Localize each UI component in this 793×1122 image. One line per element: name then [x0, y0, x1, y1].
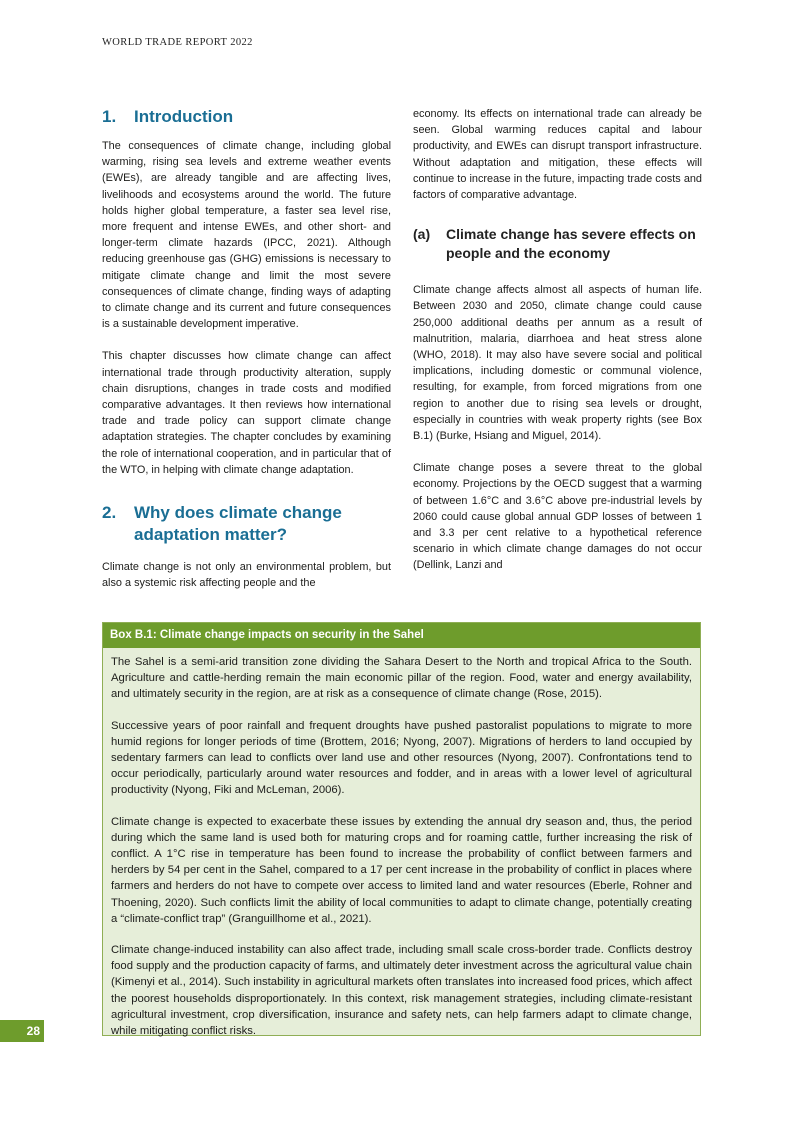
section2-paragraph-1: Climate change is not only an environmental problem, but also a systemic risk affecting people and the	[102, 561, 391, 590]
page-number: 28	[26, 1024, 40, 1038]
heading-number: 2.	[102, 503, 117, 523]
heading-text: Introduction	[134, 107, 234, 126]
heading-text: Why does climate change adaptation matter?	[134, 503, 342, 545]
subheading-text: Climate change has severe effects on people and the economy	[446, 226, 696, 262]
subheading-a	[413, 225, 702, 263]
global-economy-paragraph: Climate change poses a severe threat to the global economy. Projections by the OECD suggest that a warming of between 1.6°C and 3.6°C above pre-industrial levels by 2060 could cause global annual GDP losses of between 1 and 3.3 per cent relative to a hypothetical reference scenario in which climate change damages do not occur (Dellink, Lanzi and	[413, 462, 702, 572]
box-body	[103, 648, 700, 1039]
heading-introduction	[102, 106, 391, 128]
box-paragraph-3: Climate change is expected to exacerbate these issues by extending the annual dry season and, thus, the period during which the same land is used both for maturing crops and for roaming cattle, further increasing the risk of conflict. A 1°C rise in temperature has been found to increase the probability of conflict between farmers and herders by 54 per cent in the Sahel, compared to a 17 per cent increase in the probability of conflict in places where farmers and herders do not have to compete over access to limited land and water resources (Eberle, Rohner and Thoening, 2020). Such conflicts limit the ability of local communities to adapt to climate change, potentially creating a “climate-conflict trap” (Granguillhome et al., 2021).	[111, 815, 692, 925]
intro-paragraph-2: This chapter discusses how climate change can affect international trade through productivity alteration, supply chain disruptions, changes in trade costs and modified comparative advantages. It then reviews how international trade and trade policy can support climate change adaptation strategies. The chapter concludes by examining the role of international cooperation, and in particular that of the WTO, in helping with climate change adaptation.	[102, 350, 391, 476]
intro-paragraph-1: The consequences of climate change, including global warming, rising sea levels and extreme weather events (EWEs), are already tangible and are affecting lives, livelihoods and ecosystems around the world. The future holds higher global temperature, a faster sea level rise, more frequent and intense EWEs, and other short- and longer-term climate hazards (IPCC, 2021). Although reducing greenhouse gas (GHG) emissions is necessary to mitigate climate change and limit the most severe consequences of climate change, finding ways of adapting to climate change and its current and future consequences is a sustainable development imperative.	[102, 140, 391, 331]
heading-number: 1.	[102, 107, 117, 126]
human-life-paragraph: Climate change affects almost all aspects of human life. Between 2030 and 2050, climate change could cause 250,000 additional deaths per annum as a result of malnutrition, malaria, diarrhoea and heat stress alone (WHO, 2018). It may also have severe social and political implications, including domestic or communal violence, resulting, for example, from forced migrations from one region to another due to rising sea levels or drought, especially in countries with weak property rights (see Box B.1) (Burke, Hsiang and Miguel, 2014).	[413, 284, 702, 443]
box-paragraph-2: Successive years of poor rainfall and frequent droughts have pushed pastoralist populations to migrate to more humid regions for longer periods of time (Brottem, 2016; Nyong, 2007). Migrations of herders to land occupied by sedentary farmers can lead to conflicts over land use and other resources (Nyong, 2007). Confrontations tend to occur periodically, particularly around water resources and fodder, and in areas with a lower level of agricultural productivity (Nyong, Fiki and McLeman, 2006).	[111, 719, 692, 797]
box-title: Box B.1: Climate change impacts on security in the Sahel	[103, 623, 700, 648]
heading-why-adaptation	[102, 502, 391, 546]
left-column	[102, 106, 391, 591]
box-b1	[102, 622, 701, 1036]
continued-paragraph: economy. Its effects on international trade can already be seen. Global warming reduces capital and labour productivity, and EWEs can disrupt transport infrastructure. Without adaptation and mitigation, these effects will continue to increase in the future, impacting trade costs and factors of comparative advantage.	[413, 108, 702, 202]
page-number-tab	[0, 1020, 44, 1042]
right-column	[413, 106, 702, 574]
box-paragraph-4: Climate change-induced instability can also affect trade, including small scale cross-border trade. Conflicts destroy food supply and the production capacity of farms, and ultimately deter investment across the agricultural value chain (Kimenyi et al., 2014). Such instability in agricultural markets often translates into increased food prices, which affect the poorest households disproportionately. In this context, risk management strategies, including climate-resistant agricultural investment, crop diversification, insurance and safety nets, can help farmers adapt to climate change, while mitigating conflict risks.	[111, 944, 692, 1038]
subheading-label: (a)	[413, 226, 431, 243]
running-header: WORLD TRADE REPORT 2022	[102, 37, 253, 48]
box-paragraph-1: The Sahel is a semi-arid transition zone dividing the Sahara Desert to the North and tropical Africa to the South. Agriculture and cattle-herding remain the main economic pillar of the region. Food, water and energy availability, and ultimately security in the region, are at risk as a consequence of climate change (Rose, 2015).	[111, 656, 692, 701]
